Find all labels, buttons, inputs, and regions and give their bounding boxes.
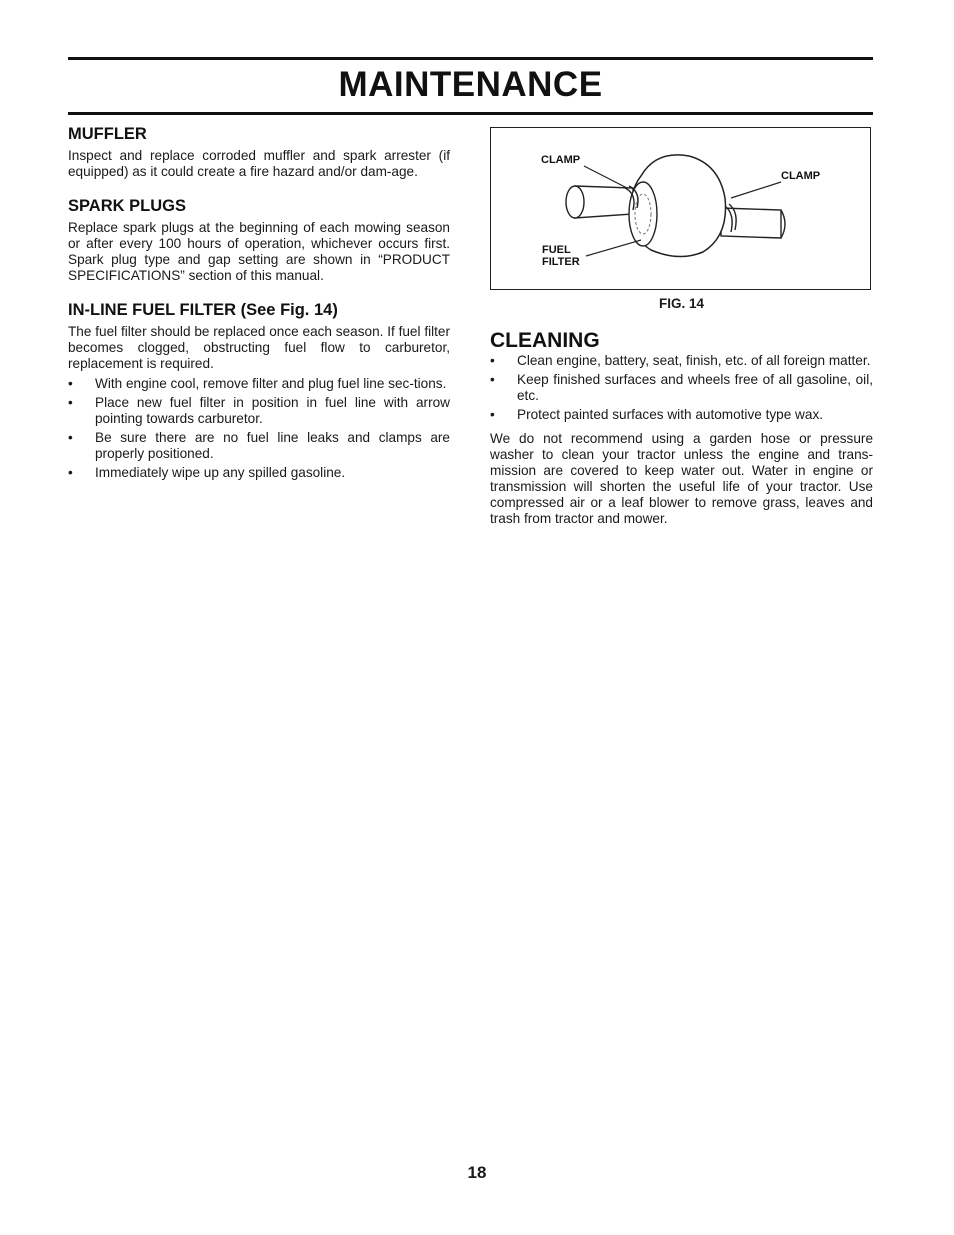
right-column [490,127,873,527]
muffler-body: Inspect and replace corroded muffler and spark arrester (if equipped) as it could create a fire hazard and/or dam-age. [68,148,450,179]
page-number: 18 [467,1163,487,1182]
fuel-filter-body: The fuel filter should be replaced once each season. If fuel filter becomes clogged, obstructing fuel flow to carburetor, replacement is required. [68,324,450,371]
cleaning-list [490,353,873,423]
list-item: • Protect painted surfaces with automotive type wax. [490,407,824,422]
fuel-filter-heading: IN-LINE FUEL FILTER (See Fig. 14) [68,301,338,319]
leader-clamp-left [584,166,627,188]
list-item: • Keep finished surfaces and wheels free of all gasoline, oil, etc. [490,372,873,403]
spark-plugs-heading: SPARK PLUGS [68,197,186,215]
bullet: • [68,430,73,445]
figure-caption: FIG. 14 [658,296,704,311]
list-item: • Place new fuel filter in position in fuel line with arrow pointing towards carburetor. [68,395,450,426]
muffler-heading: MUFFLER [68,125,147,143]
header-rule-bottom [68,112,873,115]
list-item: • Clean engine, battery, seat, finish, etc. of all foreign matter. [490,353,871,368]
fuel-filter-list [68,376,450,481]
fuel-filter-section [68,300,450,481]
bullet: • [68,376,73,391]
bullet: • [68,465,73,480]
header-rule-top [68,57,873,60]
left-hose-end [566,186,584,218]
cleaning-heading: CLEANING [490,329,600,352]
label-clamp-left: CLAMP [541,154,581,166]
cleaning-section [490,329,873,527]
label-fuel: FUEL [542,244,571,256]
bullet: • [490,353,495,368]
page-title: MAINTENANCE [338,65,603,104]
spark-plugs-body: Replace spark plugs at the beginning of each mowing season or after every 100 hours of operation, whichever occurs first. Spark plug type and gap setting are shown in “PRODUCT SPECIFICATIONS” section of this manual. [68,220,450,283]
leader-clamp-right [731,182,781,198]
bullet: • [490,372,495,387]
list-item: • Be sure there are no fuel line leaks and clamps are properly positioned. [68,430,450,461]
bullet: • [490,407,495,422]
label-clamp-right: CLAMP [781,170,821,182]
leader-fuel-filter [586,240,641,256]
list-item: • With engine cool, remove filter and plug fuel line sec-tions. [68,376,447,391]
label-filter: FILTER [542,256,580,268]
spark-plugs-section [68,196,450,284]
cleaning-body: We do not recommend using a garden hose or pressure washer to clean your tractor unless the engine and trans-mission are covered to keep water out. Water in engine or transmission will shorten the useful life of your tractor. Use compressed air or a leaf blower to remove grass, leaves and trash from tractor and mower. [490,431,873,526]
list-item: • Immediately wipe up any spilled gasoline. [68,465,346,480]
filter-inlet [629,182,657,246]
muffler-section [68,124,450,180]
left-column [68,124,450,484]
figure-14-box [490,127,871,290]
bullet: • [68,395,73,410]
